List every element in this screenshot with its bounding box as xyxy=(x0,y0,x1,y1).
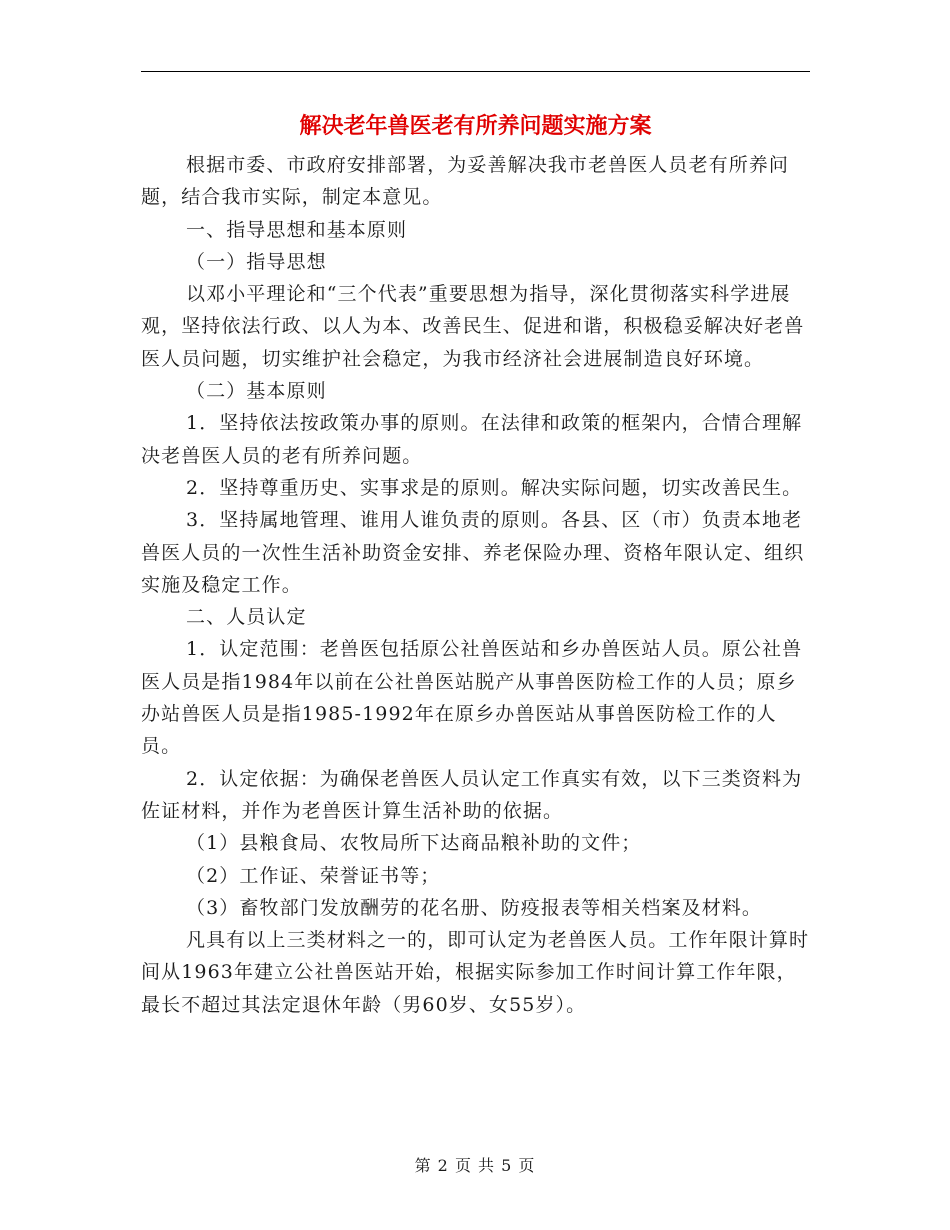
principle-item-1: 1．坚持依法按政策办事的原则。在法律和政策的框架内，合情合理解决老兽医人员的老有所养问题。 xyxy=(141,412,803,467)
paragraph-guiding-ideology: 以邓小平理论和“三个代表”重要思想为指导，深化贯彻落实科学进展观，坚持依法行政、以人为本、改善民生、促进和谐，积极稳妥解决好老兽医人员问题，切实维护社会稳定，为我市经济社会进展制造良好环境。 xyxy=(141,283,805,370)
page-number: 第 2 页 共 5 页 xyxy=(414,1156,536,1175)
section-heading-2: 二、人员认定 xyxy=(186,606,307,629)
subsection-heading-basic-principles: （二）基本原则 xyxy=(186,380,327,403)
evidence-item-2: （2）工作证、荣誉证书等； xyxy=(186,864,441,887)
paragraph-work-years: 凡具有以上三类材料之一的，即可认定为老兽医人员。工作年限计算时间从1963年建立公社兽医站开始，根据实际参加工作时间计算工作年限，最长不超过其法定退休年龄（男60岁、女55岁）。 xyxy=(141,929,810,1016)
paragraph-intro: 根据市委、市政府安排部署，为妥善解决我市老兽医人员老有所养问题，结合我市实际，制定本意见。 xyxy=(141,154,790,209)
document-body xyxy=(141,149,810,1021)
header-rule xyxy=(141,71,810,72)
document-title: 解决老年兽医老有所养问题实施方案 xyxy=(299,113,652,139)
identification-scope: 1．认定范围：老兽医包括原公社兽医站和乡办兽医站人员。原公社兽医人员是指1984年以前在公社兽医站脱产从事兽医防检工作的人员；原乡办站兽医人员是指1985-1992年在原乡办兽医站从事兽医防检工作的人员。 xyxy=(141,638,803,758)
subsection-heading-guiding-ideology: （一）指导思想 xyxy=(186,250,327,273)
evidence-item-1: （1）县粮食局、农牧局所下达商品粮补助的文件； xyxy=(186,832,642,855)
identification-basis: 2．认定依据：为确保老兽医人员认定工作真实有效，以下三类资料为佐证材料，并作为老兽医计算生活补助的依据。 xyxy=(141,767,803,822)
principle-item-3: 3．坚持属地管理、谁用人谁负责的原则。各县、区（市）负责本地老兽医人员的一次性生活补助资金安排、养老保险办理、资格年限认定、组织实施及稳定工作。 xyxy=(141,509,805,596)
evidence-item-3: （3）畜牧部门发放酬劳的花名册、防疫报表等相关档案及材料。 xyxy=(186,896,762,919)
section-heading-1: 一、指导思想和基本原则 xyxy=(186,218,408,241)
principle-item-2: 2．坚持尊重历史、实事求是的原则。解决实际问题，切实改善民生。 xyxy=(186,476,803,499)
